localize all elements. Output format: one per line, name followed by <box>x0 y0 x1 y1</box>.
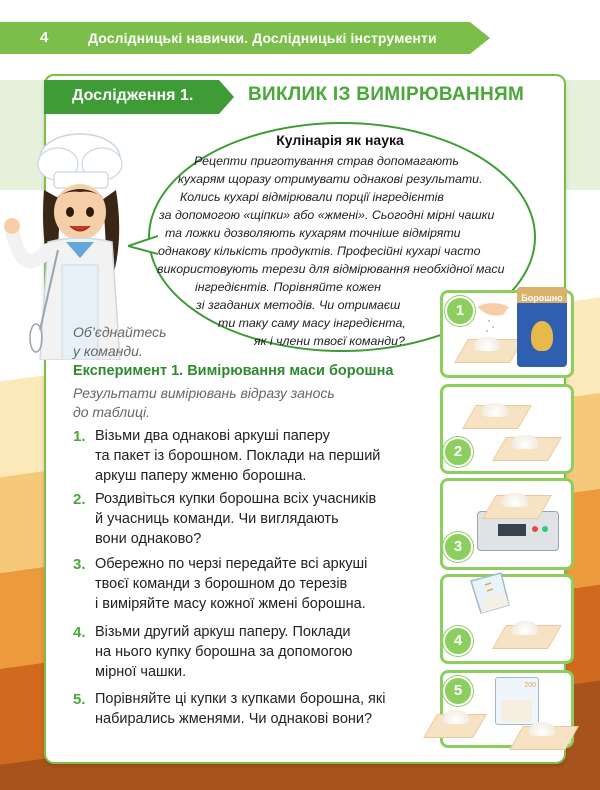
flour-bag <box>517 287 567 367</box>
flour-pile <box>528 722 556 736</box>
step-text <box>95 689 385 729</box>
bag-label: Борошно <box>521 293 563 303</box>
step-line: та пакет із борошном. Поклади на перший <box>95 448 381 464</box>
bubble-text-line: ти таку саму масу інгредієнта, <box>218 316 406 330</box>
step-number: 5. <box>73 691 86 708</box>
bubble-tail <box>128 232 158 258</box>
step-number: 3. <box>73 556 86 573</box>
step-number: 2. <box>73 491 86 508</box>
step-line: Візьми два однакові аркуші паперу <box>95 428 330 444</box>
step-text <box>95 426 380 486</box>
bubble-text-line: Рецепти приготування страв допомагають <box>194 154 459 168</box>
bubble-text-line: зі згаданих методів. Чи отримаєш <box>196 298 401 312</box>
step-line: й учасниць команди. Чи виглядають <box>95 511 339 527</box>
flour-pile <box>481 403 509 417</box>
study-label: Дослідження 1. <box>72 87 194 104</box>
panel-badge-1: 1 <box>445 296 475 326</box>
bubble-text-line: та ложки дозволяють кухарям точніше відміряти <box>165 226 461 240</box>
step-text <box>95 554 367 614</box>
step-line: Порівняйте ці купки з купками борошна, які <box>95 691 386 707</box>
bubble-text-line: однакову кількість продуктів. Професійні кухарі часто <box>158 244 481 258</box>
step-line: на нього купку борошна за допомогою <box>95 644 353 660</box>
bubble-title: Кулінарія як наука <box>276 132 404 148</box>
step-line: вони однаково? <box>95 531 202 547</box>
wheat-icon <box>531 321 553 351</box>
step-line: Роздивіться купки борошна всіх учасників <box>95 491 377 507</box>
step-number: 1. <box>73 428 86 445</box>
step-line: Обережно по черзі передайте всі аркуші <box>95 556 368 572</box>
bubble-text-line: як і члени твоєї команди? <box>254 334 405 348</box>
note-line: Результати вимірювань відразу занось <box>73 385 335 401</box>
bubble-text-line: використовують терези для відмірювання необхідної маси <box>157 262 505 276</box>
intro-line: Об’єднайтесь <box>73 324 167 340</box>
step-text <box>95 489 376 549</box>
panel-badge-3: 3 <box>443 532 473 562</box>
page-number: 4 <box>40 29 49 46</box>
bubble-text-line: за допомогою «щіпки» або «жмені». Сьогодні мірні чашки <box>159 208 495 222</box>
step-line: твоєї команди з борошном до терезів <box>95 576 348 592</box>
step-number: 4. <box>73 624 86 641</box>
measuring-cup-icon <box>465 571 515 625</box>
bubble-text-line: Колись кухарі відмірювали порції інгредієнтів <box>180 190 444 204</box>
intro-line: у команди. <box>73 343 143 359</box>
panel-badge-5: 5 <box>443 676 473 706</box>
step-line: мірної чашки. <box>95 664 187 680</box>
step-line: аркуш паперу жменю борошна. <box>95 468 307 484</box>
panel-badge-4: 4 <box>443 626 473 656</box>
study-title: ВИКЛИК ІЗ ВИМІРЮВАННЯМ <box>248 84 525 105</box>
note-line: до таблиці. <box>73 404 150 420</box>
panel-badge-2: 2 <box>443 437 473 467</box>
flour-pile <box>511 435 539 449</box>
team-instruction <box>73 323 166 361</box>
measuring-cup-icon <box>495 677 539 725</box>
step-line: набирались жменями. Чи однакові вони? <box>95 711 373 727</box>
flour-pile <box>511 621 539 635</box>
step-text <box>95 622 353 682</box>
bubble-text-line: інгредієнтів. Порівняйте кожен <box>195 280 381 294</box>
cup-label: 200 <box>524 682 536 689</box>
bubble-text-line: кухарям щоразу отримувати однакові результати. <box>178 172 483 186</box>
experiment-title: Експеримент 1. Вимірювання маси борошна <box>73 363 394 379</box>
experiment-note <box>73 384 335 422</box>
header-title: Дослідницькі навички. Дослідницькі інструменти <box>88 30 437 46</box>
step-line: і виміряйте масу кожної жмені борошна. <box>95 596 366 612</box>
hand-icon <box>473 297 513 337</box>
step-line: Візьми другий аркуш паперу. Поклади <box>95 624 351 640</box>
flour-pile <box>473 337 501 351</box>
flour-pile <box>442 710 470 724</box>
flour-pile <box>501 493 529 507</box>
